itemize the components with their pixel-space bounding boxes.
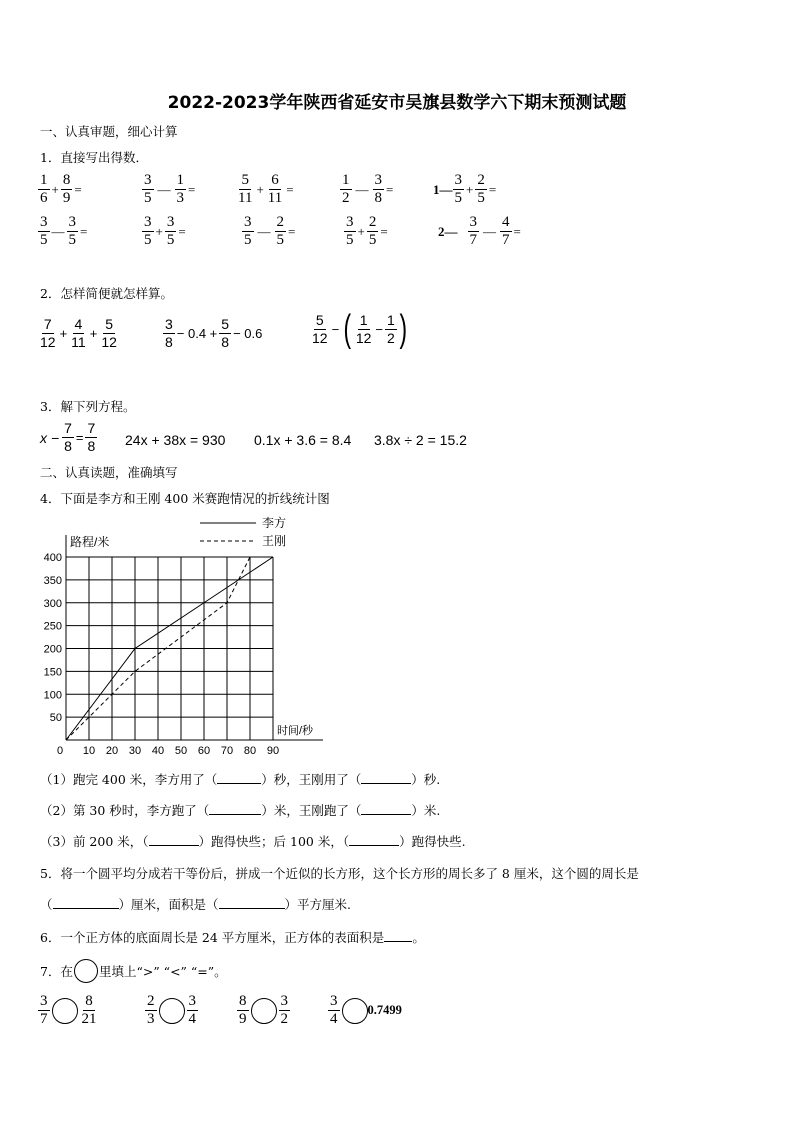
compare-circle[interactable]	[159, 998, 185, 1024]
y-axis-label: 路程/米	[70, 535, 110, 549]
compare-circle[interactable]	[342, 998, 368, 1024]
q1-item-3: $\frac{5}{11}$ + $\frac{6}{11}$ =	[238, 172, 294, 206]
q7-compare-3: $\frac{8}{9}$ $\frac{3}{2}$	[239, 993, 288, 1027]
x-tick-label: 80	[243, 745, 257, 757]
question-1-label: 1．直接写出得数．	[40, 150, 148, 165]
section-heading-2: 二、认真读题，准确填写	[40, 465, 178, 480]
y-tick-label: 150	[43, 666, 62, 679]
q2-expression-3: $\frac{5}{12}$ − ( $\frac{1}{12}$ − $\frac{1}{2}$ )	[312, 308, 407, 350]
q1-item-7: $\frac{3}{5}$ + $\frac{3}{5}$ =	[144, 214, 186, 248]
q1-item-6: $\frac{3}{5}$ — $\frac{3}{5}$ =	[40, 214, 88, 248]
y-tick-label: 400	[43, 552, 62, 564]
y-tick-label: 50	[49, 712, 62, 725]
x-tick-label: 90	[266, 745, 280, 757]
x-tick-label: 30	[128, 745, 142, 757]
x-tick-label: 40	[151, 745, 165, 757]
q7-compare-2: $\frac{2}{3}$ $\frac{3}{4}$	[147, 993, 196, 1027]
x-tick-label: 20	[105, 745, 119, 757]
q7-compare-1: $\frac{3}{7}$ $\frac{8}{21}$	[40, 993, 97, 1027]
legend-label: 李方	[262, 516, 287, 530]
q3-equation-3: 0.1x + 3.6 = 8.4	[254, 432, 352, 448]
question-5-text: 5．将一个圆平均分成若干等份后，拼成一个近似的长方形，这个长方形的周长多了 8 厘米，这个圆的周长是	[40, 866, 639, 881]
q3-equation-1: x − $\frac{7}{8}$ = $\frac{7}{8}$	[40, 420, 96, 454]
circle-placeholder-icon	[74, 959, 98, 983]
q4-subquestion-1: （1）跑完 400 米，李方用了（ ）秒，王刚用了（ ）秒.	[40, 772, 441, 787]
q4-subquestion-3: （3）前 200 米，（ ）跑得快些；后 100 米，（ ）跑得快些.	[40, 834, 466, 849]
question-7-text: 7．在 里填上“>” “<” “=”。	[40, 959, 227, 983]
q1-item-2: $\frac{3}{5}$ — $\frac{1}{3}$ =	[144, 172, 196, 206]
q7-compare-4: $\frac{3}{4}$ 0.7499	[330, 993, 402, 1027]
x-tick-label: 60	[197, 745, 211, 757]
q2-expression-2: $\frac{3}{8}$ − 0.4 + $\frac{5}{8}$ − 0.6	[165, 316, 263, 350]
x-tick-label: 10	[82, 745, 96, 757]
section-heading-1: 一、认真审题，细心计算	[40, 124, 178, 139]
x-tick-label: 70	[220, 745, 234, 757]
question-6-text: 6．一个正方体的底面周长是 24 平方厘米，正方体的表面积是 。	[40, 930, 425, 945]
y-tick-label: 100	[43, 689, 62, 702]
legend-label: 王刚	[262, 534, 287, 548]
q1-item-5: 1— $\frac{3}{5}$ + $\frac{2}{5}$ =	[433, 172, 497, 206]
y-tick-label: 250	[43, 620, 62, 633]
question-3-label: 3．解下列方程。	[40, 399, 136, 414]
q3-equation-4: 3.8x ÷ 2 = 15.2	[374, 432, 467, 448]
compare-circle[interactable]	[251, 998, 277, 1024]
q1-item-8: $\frac{3}{5}$ — $\frac{2}{5}$ =	[244, 214, 296, 248]
x-tick-label: 0	[56, 745, 64, 757]
q2-expression-1: $\frac{7}{12}$ + $\frac{4}{11}$ + $\frac{5}{12}$	[40, 316, 117, 350]
q3-equation-2: 24x + 38x = 930	[125, 432, 226, 448]
q1-item-1: $\frac{1}{6}$ + $\frac{8}{9}$ =	[40, 172, 82, 206]
y-tick-label: 300	[43, 597, 62, 610]
q1-item-10: 2— $\frac{3}{7}$ — $\frac{4}{7}$ =	[438, 214, 521, 248]
q4-subquestion-2: （2）第 30 秒时，李方跑了（ ）米，王刚跑了（ ）米.	[40, 803, 441, 818]
y-tick-label: 350	[43, 574, 62, 587]
y-tick-label: 200	[43, 643, 62, 656]
question-2-label: 2．怎样简便就怎样算。	[40, 286, 173, 301]
page-title: 2022-2023学年陕西省延安市吴旗县数学六下期末预测试题	[167, 93, 627, 113]
q1-item-4: $\frac{1}{2}$ — $\frac{3}{8}$ =	[342, 172, 394, 206]
q1-item-9: $\frac{3}{5}$ + $\frac{2}{5}$ =	[346, 214, 388, 248]
question-4-label: 4．下面是李方和王刚 400 米赛跑情况的折线统计图	[40, 491, 330, 506]
question-5-blanks: （ ）厘米，面积是（ ）平方厘米.	[40, 897, 352, 912]
compare-circle[interactable]	[52, 998, 78, 1024]
x-axis-label: 时间/秒	[277, 725, 314, 737]
x-tick-label: 50	[174, 745, 188, 757]
